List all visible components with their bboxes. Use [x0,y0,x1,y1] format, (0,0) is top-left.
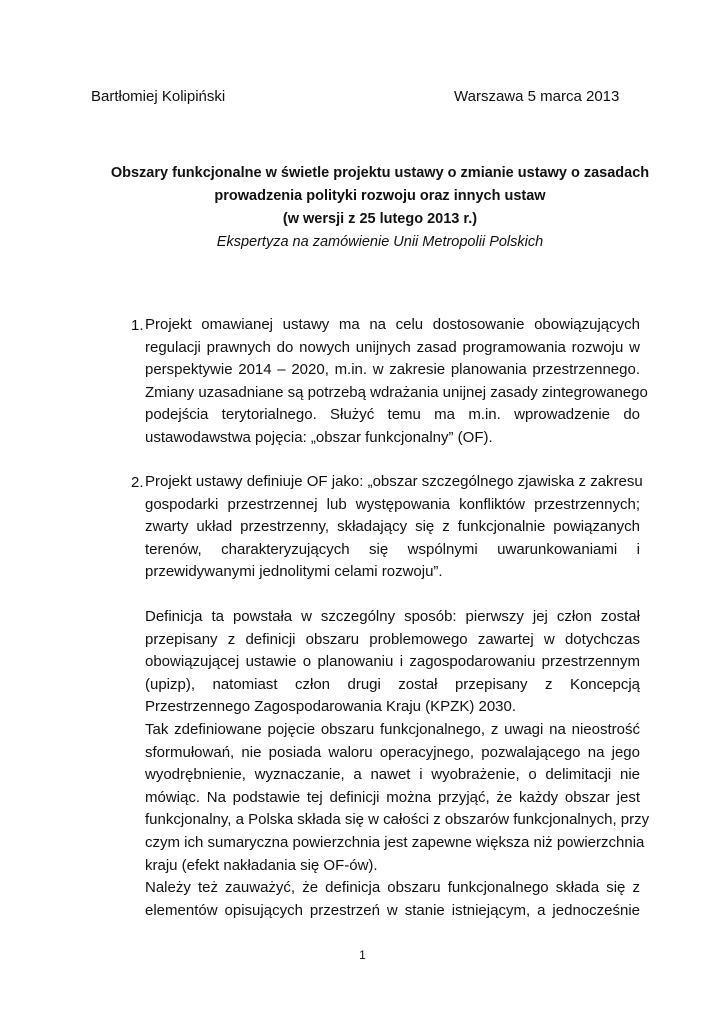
text-line: (upizp), natomiast człon drugi został przepisany z Koncepcją [145,675,640,693]
text-line: Zmiany uzasadniane są potrzebą wdrażania unijnej zasady zintegrowanego [145,383,648,401]
text-line: czym ich sumaryczna powierzchnia jest zapewne większa niż powierzchnia [145,833,645,851]
text-line: terenów, charakteryzujących się wspólnymi uwarunkowaniami i [145,540,640,558]
page-number: 1 [359,948,366,962]
list-number-1: 1. [131,317,144,334]
text-line: elementów opisujących przestrzeń w stanie istniejącym, a jednocześnie [145,901,640,919]
text-line: Przestrzennego Zagospodarowania Kraju (KPZK) 2030. [145,698,517,716]
text-line: regulacji prawnych do nowych unijnych zasad programowania rozwoju w [145,338,640,356]
title-line-3: (w wersji z 25 lutego 2013 r.) [282,211,478,227]
text-line: podejścia terytorialnego. Służyć temu ma m.in. wprowadzenie do [145,406,640,424]
list-item-1 [145,314,648,450]
text-line: kraju (efekt nakładania się OF-ów). [145,856,378,874]
author-name: Bartłomiej Kolipiński [91,88,226,105]
text-line: przewidywanymi jednolitymi celami rozwoju”. [145,563,443,581]
title-line-2: prowadzenia polityki rozwoju oraz innych ustaw [214,188,546,204]
text-line: wyodrębnienie, wyznaczanie, a nawet i wyobrażenie, o delimitacji nie [145,766,640,784]
text-line: mówiąc. Na podstawie tej definicji można przyjąć, że każdy obszar jest [145,788,640,806]
text-line: Definicja ta powstała w szczególny sposób: pierwszy jej człon został [145,608,640,625]
paragraph-1 [145,606,640,719]
text-line: obowiązującej ustawie o planowaniu i zagospodarowaniu przestrzennym [145,653,640,671]
text-line: funkcjonalny, a Polska składa się w całości z obszarów funkcjonalnych, przy [145,811,650,829]
text-line: ustawodawstwa pojęcia: „obszar funkcjonalny” (OF). [145,428,493,446]
text-line: Tak zdefiniowane pojęcie obszaru funkcjonalnego, z uwagi na nieostrość [145,721,640,738]
text-line: Projekt ustawy definiuje OF jako: „obszar szczególnego zjawiska z zakresu [145,473,643,490]
document-subtitle: Ekspertyza na zamówienie Unii Metropolii Polskich [216,234,544,250]
paragraph-2 [145,719,650,877]
text-line: gospodarki przestrzennej lub występowania konfliktów przestrzennych; [145,495,640,513]
list-item-2 [145,471,643,584]
title-line-1: Obszary funkcjonalne w świetle projektu ustawy o zmianie ustawy o zasadach [110,165,650,181]
text-line: sformułowań, nie posiada waloru operacyjnego, pozwalającego na jego [145,743,640,761]
list-number-2: 2. [131,474,144,491]
document-date: Warszawa 5 marca 2013 [454,88,620,105]
text-line: przepisany z definicji obszaru problemowego zawartej w dotychczas [145,630,640,648]
text-line: Należy też zauważyć, że definicja obszaru funkcjonalnego składa się z [145,879,640,896]
paragraph-3 [145,877,640,922]
text-line: Projekt omawianej ustawy ma na celu dostosowanie obowiązujących [145,316,640,333]
text-line: perspektywie 2014 – 2020, m.in. w zakresie planowania przestrzennego. [145,361,640,379]
document-title [60,162,700,254]
text-line: zwarty układ przestrzenny, składający się z funkcjonalnie powiązanych [145,518,640,536]
